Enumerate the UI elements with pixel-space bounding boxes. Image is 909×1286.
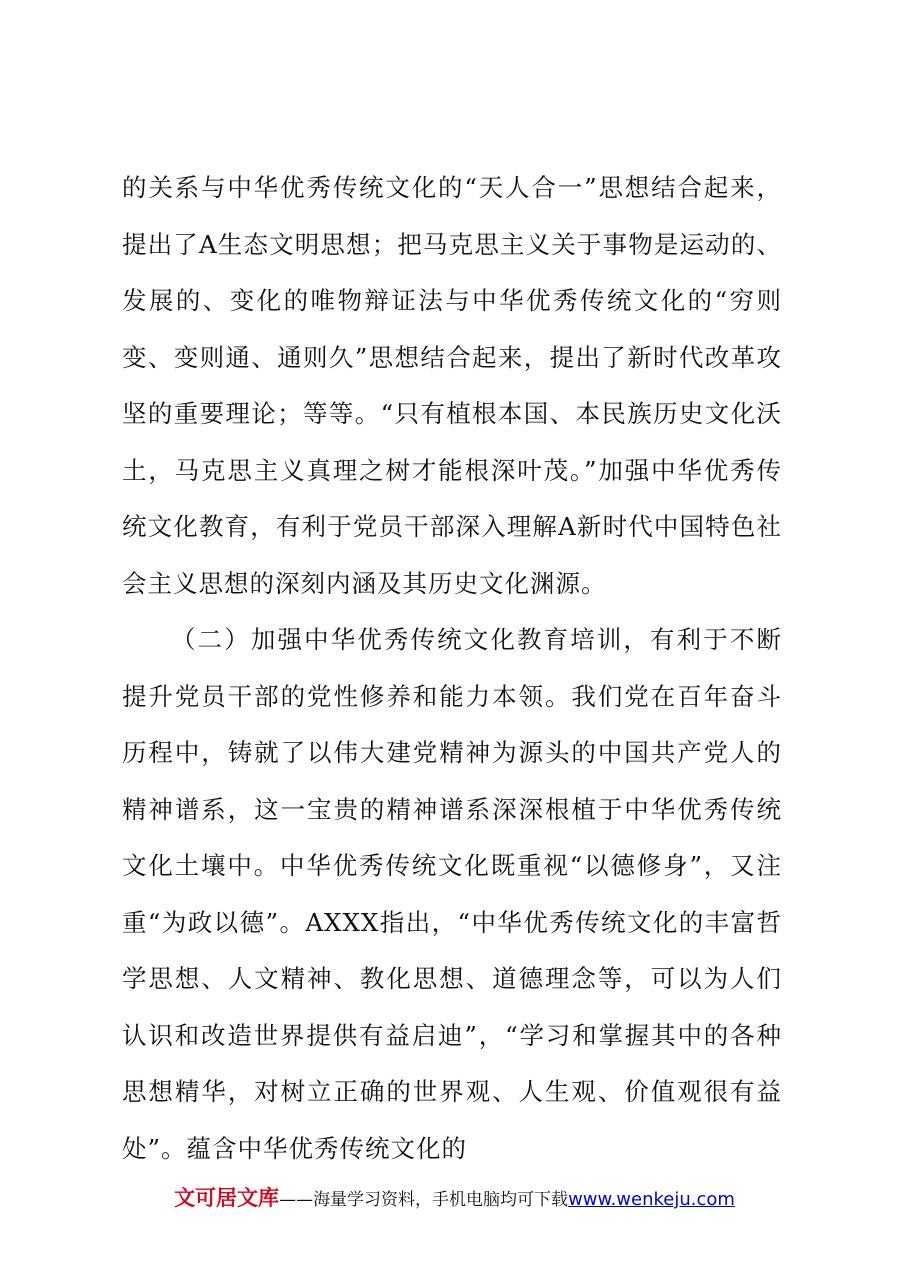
document-body xyxy=(122,160,782,1177)
footer-banner xyxy=(0,1182,909,1212)
paragraph-continuation: 的关系与中华优秀传统文化的“天人合一”思想结合起来，提出了A生态文明思想；把马克思主义关于事物是运动的、发展的、变化的唯物辩证法与中华优秀传统文化的“穷则变、变则通、通则久”思想结合起来，提出了新时代改革攻坚的重要理论；等等。“只有植根本国、本民族历史文化沃土，马克思主义真理之树才能根深叶茂。”加强中华优秀传统文化教育，有利于党员干部深入理解A新时代中国特色社会主义思想的深刻内涵及其历史文化渊源。 xyxy=(122,173,782,598)
footer-tagline: ——海量学习资料，手机电脑均可下载 xyxy=(279,1190,569,1210)
paragraph-section-two: （二）加强中华优秀传统文化教育培训，有利于不断提升党员干部的党性修养和能力本领。我们党在百年奋斗历程中，铸就了以伟大建党精神为源头的中国共产党人的精神谱系，这一宝贵的精神谱系深深根植于中华优秀传统文化土壤中。中华优秀传统文化既重视“以德修身”，又注重“为政以德”。AXXX指出，“中华优秀传统文化的丰富哲学思想、人文精神、教化思想、道德理念等，可以为人们认识和改造世界提供有益启迪”，“学习和掌握其中的各种思想精华，对树立正确的世界观、人生观、价值观很有益处”。蕴含中华优秀传统文化的 xyxy=(122,625,782,1163)
footer-brand: 文可居文库 xyxy=(174,1186,280,1210)
footer-site-link[interactable]: www.wenkeju.com xyxy=(568,1189,735,1210)
